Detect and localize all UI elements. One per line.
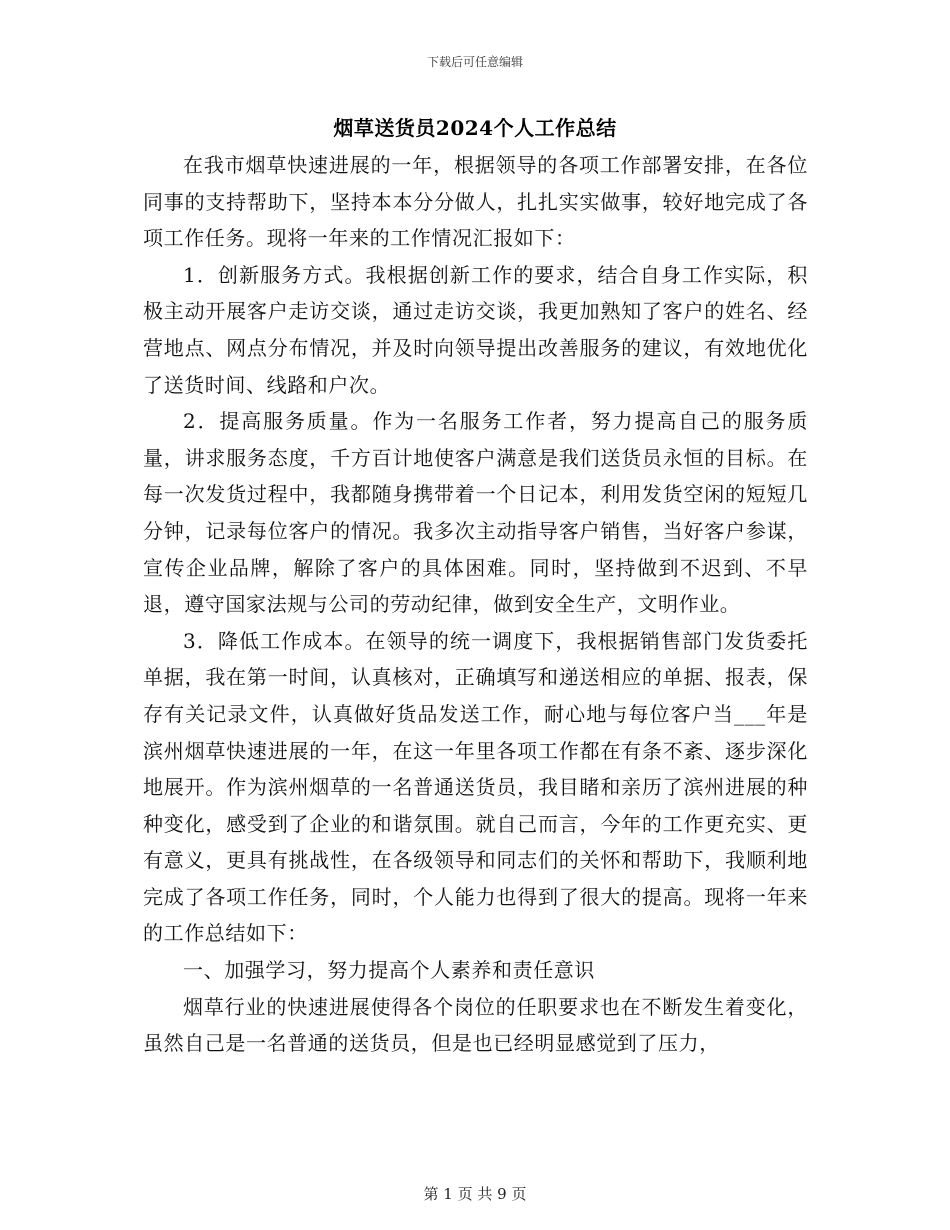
document-title: 烟草送货员2024个人工作总结 [333, 116, 617, 140]
paragraph-section-1: 烟草行业的快速进展使得各个岗位的任职要求也在不断发生着变化，虽然自己是一名普通的送货员，但是也已经明显感觉到了压力， [143, 994, 808, 1056]
paragraph-intro: 在我市烟草快速进展的一年，根据领导的各项工作部署安排，在各位同事的支持帮助下，坚持本本分分做人，扎扎实实做事，较好地完成了各项工作任务。现将一年来的工作情况汇报如下： [143, 153, 808, 251]
paragraph-item-2: 2．提高服务质量。作为一名服务工作者，努力提高自己的服务质量，讲求服务态度，千方百计地使客户满意是我们送货员永恒的目标。在每一次发货过程中，我都随身携带着一个日记本，利用发货空闲的短短几分钟，记录每位客户的情况。我多次主动指导客户销售，当好客户参谋，宣传企业品牌，解除了客户的具体困难。同时，坚持做到不迟到、不早退，遵守国家法规与公司的劳动纪律，做到安全生产，文明作业。 [143, 409, 808, 617]
header-note: 下载后可任意编辑 [426, 55, 523, 69]
paragraph-item-1: 1．创新服务方式。我根据创新工作的要求，结合自身工作实际，积极主动开展客户走访交谈，通过走访交谈，我更加熟知了客户的姓名、经营地点、网点分布情况，并及时向领导提出改善服务的建议，有效地优化了送货时间、线路和户次。 [143, 262, 808, 397]
section-heading: 一、加强学习，努力提高个人素养和责任意识 [183, 958, 595, 983]
page-number: 第 1 页 共 9 页 [423, 1185, 527, 1203]
paragraph-item-3: 3．降低工作成本。在领导的统一调度下，我根据销售部门发货委托单据，我在第一时间，认真核对，正确填写和递送相应的单据、报表，保存有关记录文件，认真做好货品发送工作，耐心地与每位客户当___年是滨州烟草快速进展的一年，在这一年里各项工作都在有条不紊、逐步深化地展开。作为滨州烟草的一名普通送货员，我目睹和亲历了滨州进展的种种变化，感受到了企业的和谐氛围。就自己而言，今年的工作更充实、更有意义，更具有挑战性，在各级领导和同志们的关怀和帮助下，我顺利地完成了各项工作任务，同时，个人能力也得到了很大的提高。现将一年来的工作总结如下： [143, 628, 808, 946]
document-body [143, 147, 808, 1062]
